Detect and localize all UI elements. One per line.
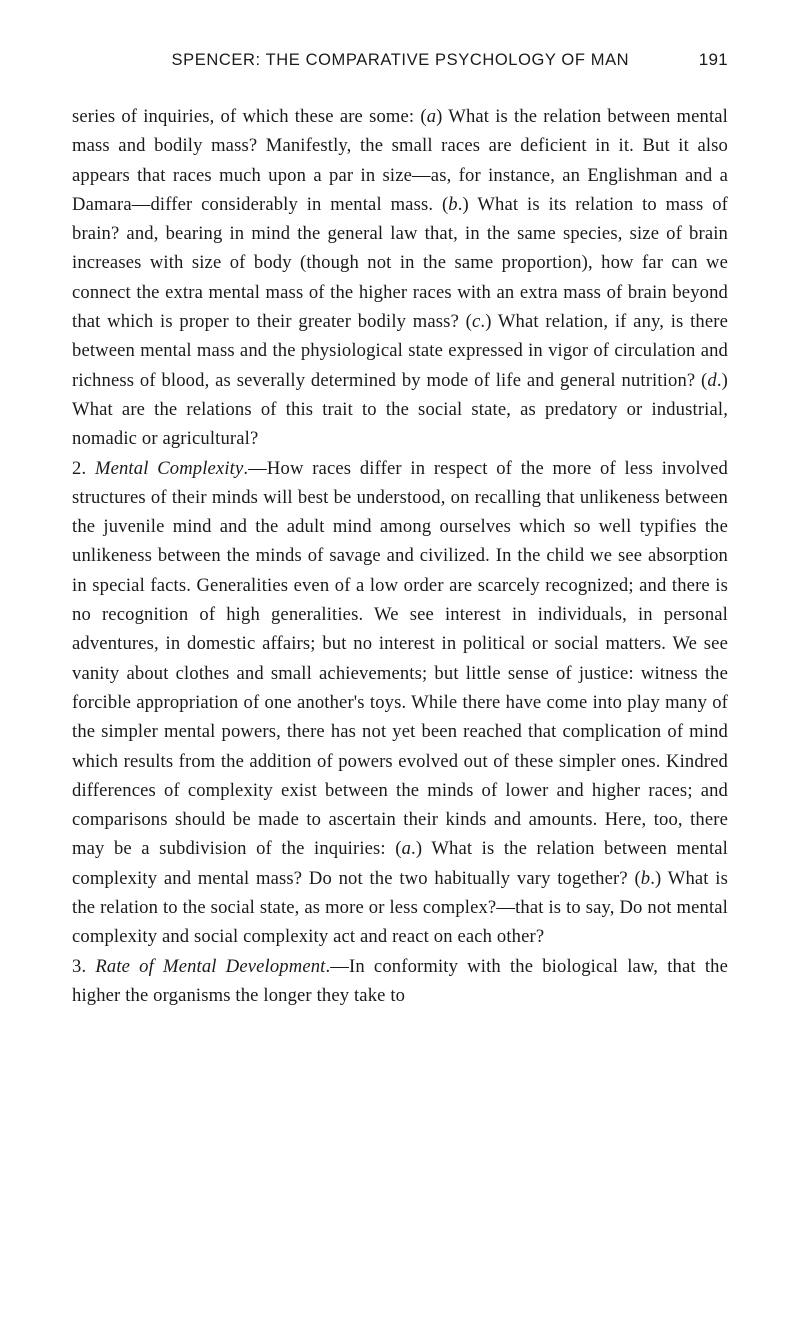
italic-letter: c: [471, 311, 481, 333]
section-heading: Rate of Mental Development: [95, 955, 326, 977]
book-page: [72, 50, 728, 1010]
section-number: 2.: [72, 457, 95, 479]
italic-letter: b: [640, 867, 651, 889]
text-run: .—In conformity with the biological law, that the higher the organisms the longer they take to: [72, 955, 728, 1006]
italic-letter: b: [448, 193, 458, 215]
text-run: .) What is the relation between mental complexity and mental mass? Do not the two habitually vary together? (: [72, 838, 728, 889]
text-run: .) What relation, if any, is there between mental mass and the physiological state expressed in vigor of circulation and richness of blood, as severally determined by mode of life and general nutrition? (: [72, 311, 728, 391]
running-head-title: SPENCER: THE COMPARATIVE PSYCHOLOGY OF MAN: [171, 51, 630, 69]
section-number: 3.: [72, 955, 96, 977]
running-head: [72, 50, 728, 90]
paragraph-2: [72, 454, 728, 952]
text-run: .) What is the relation to the social state, as more or less complex?—that is to say, Do not mental complexity and social complexity act and react on each other?: [72, 867, 728, 948]
text-run: .—How races differ in respect of the more of less involved structures of their minds will best be understood, on recalling that unlikeness between the juvenile mind and the adult mind among ourselves which so well typifies the unlikeness between the minds of savage and civilized. In the child we see absorption in special facts. Generalities even of a low order are scarcely recognized; and there is no recognition of high generalities. We see interest in individuals, in personal adventures, in domestic affairs; but no interest in political or social matters. We see vanity about clothes and small achievements; but little sense of justice: witness the forcible appropriation of one another's toys. While there have come into play many of the simpler mental powers, there has not yet been reached that complication of mind which results from the addition of powers evolved out of these simpler ones. Kindred differences of complexity exist between the minds of lower and higher races; and comparisons should be made to ascertain their kinds and amounts. Here, too, there may be a subdivision of the inquiries: (: [72, 457, 728, 860]
text-run: .) What are the relations of this trait to the social state, as predatory or industrial, nomadic or agricultural?: [72, 369, 728, 450]
italic-letter: a: [401, 838, 412, 860]
page-number: 191: [698, 50, 728, 69]
body-text: [72, 102, 728, 1010]
text-run: ) What is the relation between mental mass and bodily mass? Manifestly, the small races are deficient in it. But it also appears that races much upon a par in size—as, for instance, an Englishman and a Damara—differ considerably in mental mass. (: [72, 106, 728, 215]
italic-letter: d: [707, 369, 717, 391]
italic-letter: a: [426, 106, 437, 127]
section-heading: Mental Complexity: [94, 457, 244, 479]
text-run: .) What is its relation to mass of brain? and, bearing in mind the general law that, in the same species, size of brain increases with size of body (though not in the same proportion), how far can we connect the extra mental mass of the higher races with an extra mass of brain beyond that which is proper to their greater bodily mass? (: [72, 193, 729, 333]
paragraph-1: [72, 102, 728, 454]
text-run: series of inquiries, of which these are some: (: [72, 106, 427, 127]
paragraph-3: [72, 952, 728, 1011]
